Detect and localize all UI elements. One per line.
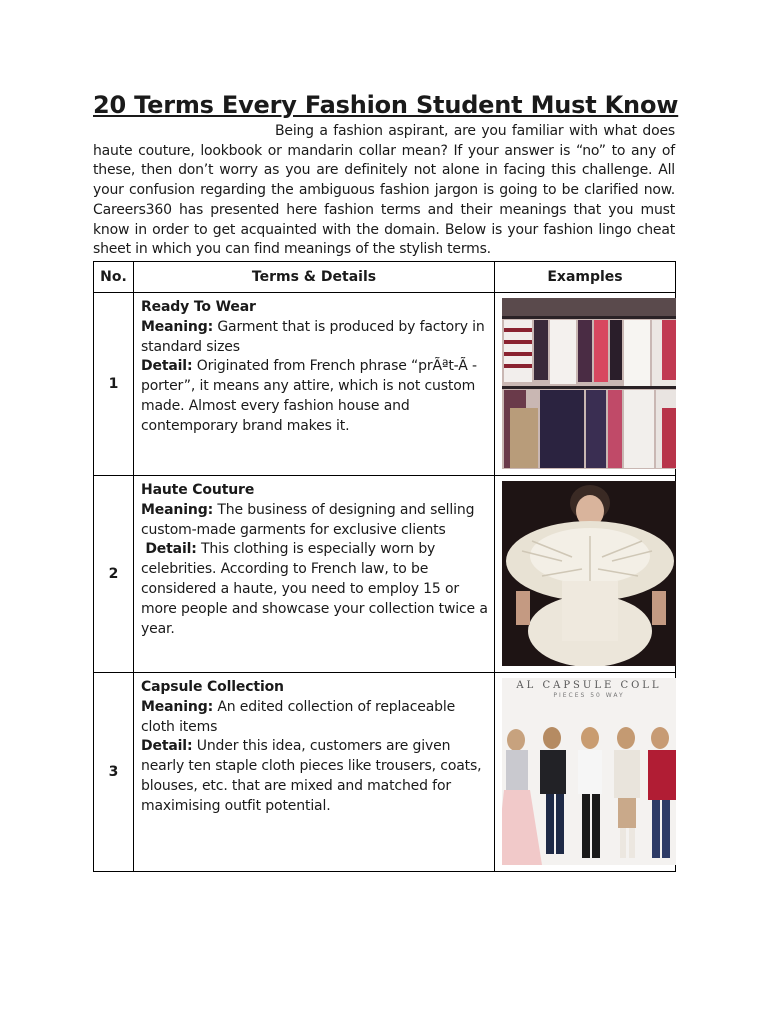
row-number: 2 bbox=[94, 475, 134, 672]
page-title: 20 Terms Every Fashion Student Must Know bbox=[93, 91, 679, 119]
detail-label: Detail: bbox=[141, 738, 193, 755]
example-banner-text: AL CAPSULE COLL bbox=[516, 680, 662, 692]
term-name: Capsule Collection bbox=[141, 678, 284, 695]
term-details bbox=[134, 475, 495, 672]
table-row bbox=[94, 672, 676, 871]
detail-text: Originated from French phrase “prÃªt-Ã -porter”, it means any attire, which is not custom made. Almost every fashion house and contemporary brand makes it. bbox=[141, 358, 477, 434]
detail-text: This clothing is especially worn by celebrities. According to French law, to be considered a haute, you need to employ 15 or more people and showcase your collection twice a year. bbox=[141, 541, 488, 637]
term-name: Haute Couture bbox=[141, 481, 255, 498]
terms-table bbox=[93, 261, 676, 872]
table-row bbox=[94, 475, 676, 672]
term-details bbox=[134, 672, 495, 871]
example-image-couture-gown bbox=[502, 481, 676, 666]
meaning-text: Garment that is produced by factory in standard sizes bbox=[141, 318, 485, 355]
meaning-text: An edited collection of replaceable cloth items bbox=[141, 698, 456, 735]
example-banner-subtext: PIECES 50 WAY bbox=[553, 692, 625, 700]
example-cell bbox=[495, 475, 676, 672]
example-cell bbox=[495, 672, 676, 871]
header-examples: Examples bbox=[495, 261, 676, 292]
table-row bbox=[94, 292, 676, 475]
meaning-label: Meaning: bbox=[141, 698, 214, 715]
example-image-capsule-collection bbox=[502, 678, 676, 865]
row-number: 3 bbox=[94, 672, 134, 871]
intro-paragraph: Being a fashion aspirant, are you familiar with what does haute couture, lookbook or mandarin collar mean? If your answer is “no” to any of these, then don’t worry as you are definitely not alone in facing this challenge. All your confusion regarding the ambiguous fashion jargon is going to be clarified now. Careers360 has presented here fashion terms and their meanings that you must know in order to get acquainted with the domain. Below is your fashion lingo cheat sheet in which you can find meanings of the stylish terms. bbox=[93, 123, 675, 258]
meaning-text: The business of designing and selling custom-made garments for exclusive clients bbox=[141, 501, 475, 538]
row-number: 1 bbox=[94, 292, 134, 475]
detail-label: Detail: bbox=[145, 541, 197, 558]
document-page bbox=[93, 88, 679, 872]
table-header-row bbox=[94, 261, 676, 292]
header-no: No. bbox=[94, 261, 134, 292]
term-name: Ready To Wear bbox=[141, 298, 256, 315]
meaning-label: Meaning: bbox=[141, 501, 214, 518]
example-image-clothing-racks bbox=[502, 298, 676, 469]
detail-label: Detail: bbox=[141, 358, 193, 375]
meaning-label: Meaning: bbox=[141, 318, 214, 335]
example-cell bbox=[495, 292, 676, 475]
term-details bbox=[134, 292, 495, 475]
header-terms-details: Terms & Details bbox=[134, 261, 495, 292]
detail-text: Under this idea, customers are given nearly ten staple cloth pieces like trousers, coats, blouses, etc. that are mixed and matched for maximising outfit potential. bbox=[141, 738, 482, 814]
